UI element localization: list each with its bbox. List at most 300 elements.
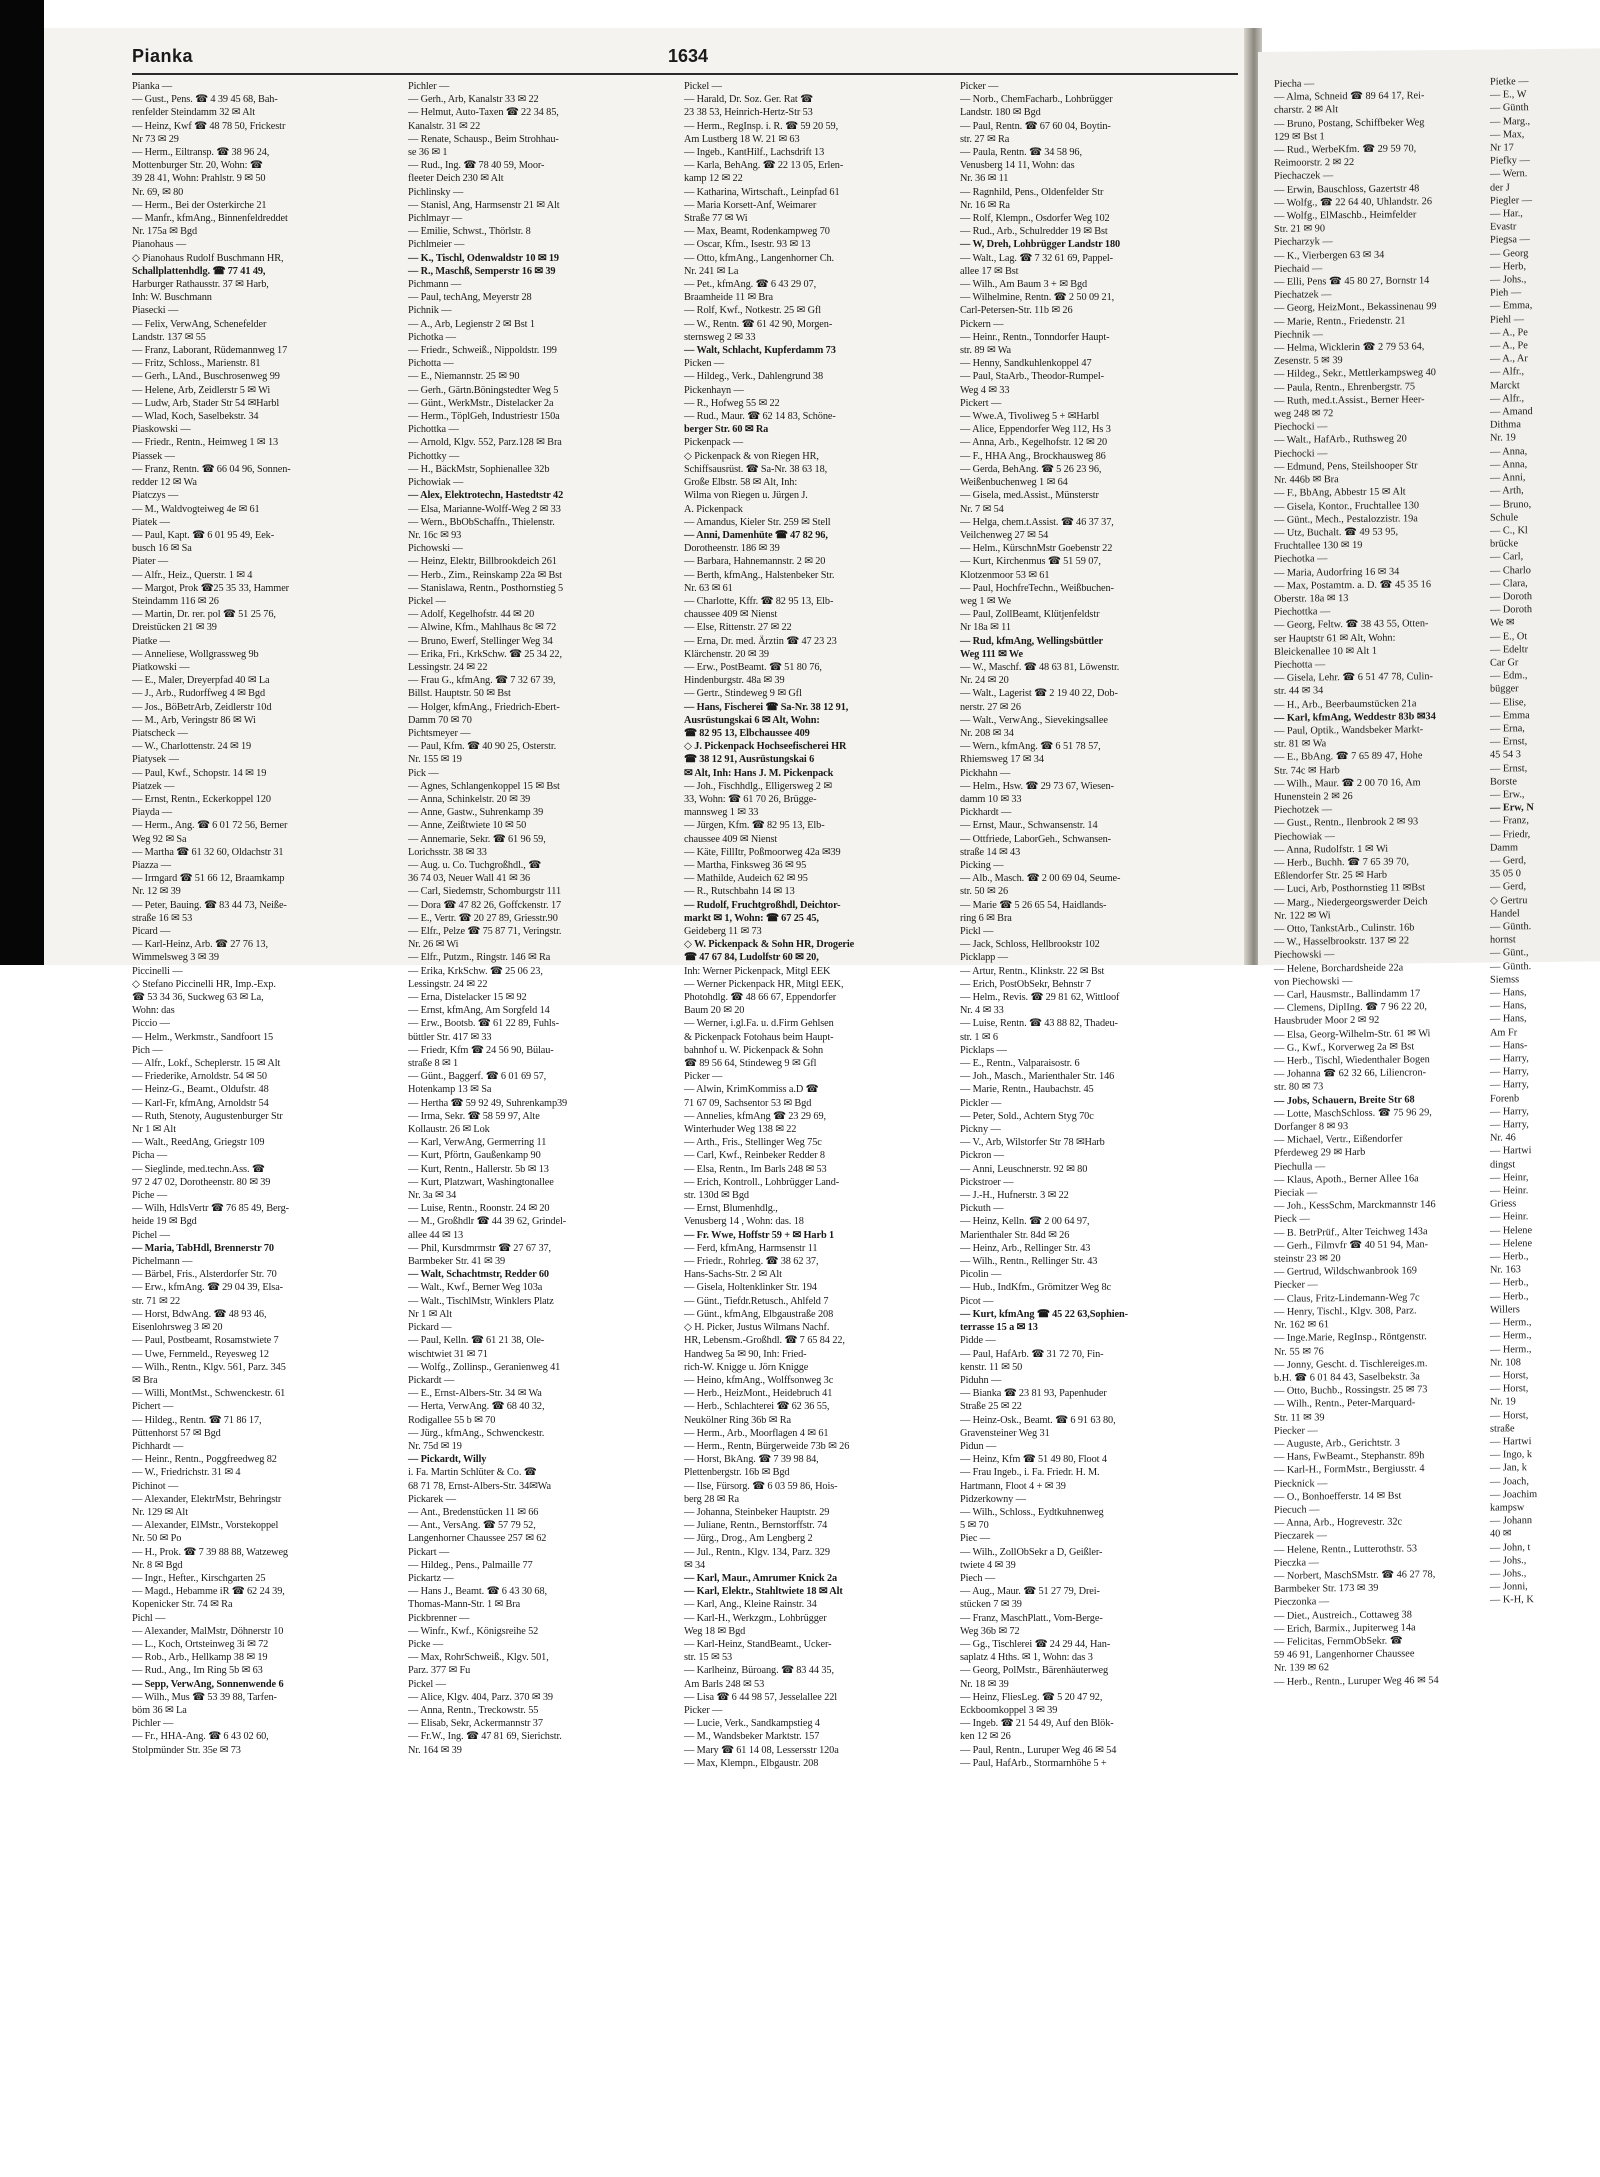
directory-entry: Lessingstr. 24 ✉ 22 (408, 661, 488, 673)
directory-entry: — Edeltr (1490, 643, 1529, 656)
directory-entry: Veilchenweg 27 ✉ 54 (960, 529, 1049, 541)
directory-entry: bahnhof u. W. Pickenpack & Sohn (684, 1044, 824, 1056)
directory-entry: — Alwin, KrimKommiss a.D ☎ (684, 1084, 819, 1096)
directory-entry: — Helene, Arb, Zeidlerstr 5 ✉ Wi (132, 384, 271, 396)
directory-entry: — Elfr., Pelze ☎ 75 87 71, Veringstr. (408, 926, 562, 937)
directory-entry: — Max, (1490, 129, 1525, 141)
directory-entry: Marienthaler Str. 84d ✉ 26 (960, 1229, 1070, 1241)
surname-heading: Piaskowski — (132, 424, 191, 436)
directory-entry: — Marg., (1490, 115, 1531, 128)
directory-entry: — Wilh., Maur. ☎ 2 00 70 16, Am (1274, 777, 1421, 790)
surname-heading: Pidde — (960, 1335, 996, 1347)
directory-entry: — Herb, (1490, 261, 1527, 273)
directory-entry: — Herb., Schlachterei ☎ 62 36 55, (684, 1401, 830, 1413)
directory-entry: — Katharina, Wirtschaft., Leinpfad 61 (684, 186, 840, 198)
directory-entry: — Karl, Ang., Kleine Rainstr. 34 (684, 1599, 817, 1611)
directory-entry: — Barbara, Hahnemannstr. 2 ✉ 20 (684, 556, 826, 568)
directory-entry: — Emma (1490, 709, 1530, 722)
directory-entry: Str. 74c ✉ Harb (1274, 764, 1340, 777)
surname-heading: Pidun — (960, 1440, 997, 1452)
directory-entry: Püttenhorst 57 ✉ Bgd (132, 1427, 221, 1439)
directory-entry: ☎ 89 56 64, Stindeweg 9 ✉ Gfl (684, 1058, 817, 1070)
directory-entry: — Johann (1490, 1515, 1533, 1527)
directory-entry: — Claus, Fritz-Lindemann-Weg 7c (1274, 1291, 1420, 1305)
directory-entry: — Anni, (1490, 472, 1526, 484)
directory-entry: — Wilh., Rentn., Rellinger Str. 43 (960, 1256, 1098, 1268)
surname-heading: Pich — (132, 1044, 163, 1056)
directory-entry: 40 ✉ (1490, 1528, 1512, 1540)
directory-entry: — Stanisl, Ang, Harmsenstr 21 ✉ Alt (408, 199, 560, 211)
directory-entry: Kollaustr. 26 ✉ Lok (408, 1124, 490, 1136)
directory-entry: — Ferd, kfmAng, Harmsenstr 11 (684, 1242, 818, 1254)
directory-entry: — Jonni, (1490, 1581, 1528, 1593)
directory-entry: — Franz, Laborant, Rüdemannweg 17 (132, 345, 288, 357)
directory-entry: — Ernst, (1490, 736, 1528, 748)
directory-entry: — W, Dreh, Lohbrügger Landstr 180 (960, 239, 1121, 251)
scan-border (0, 0, 44, 965)
directory-entry: 68 71 78, Ernst-Albers-Str. 34✉Wa (408, 1480, 551, 1492)
directory-entry: Damm (1490, 842, 1519, 854)
directory-entry: — Martin, Dr. rer. pol ☎ 51 25 76, (132, 609, 276, 621)
running-head-name: Pianka (132, 46, 194, 66)
directory-entry: — Alexander, MalMstr, Döhnerstr 10 (132, 1625, 284, 1637)
directory-entry: — Rud, kfmAng, Wellingsbüttler (960, 635, 1103, 647)
directory-entry: Winterhuder Weg 138 ✉ 22 (684, 1124, 797, 1136)
directory-entry: Lessingstr. 24 ✉ 22 (408, 978, 488, 990)
directory-entry: — Hertha ☎ 59 92 49, Suhrenkamp39 (408, 1097, 568, 1109)
directory-entry: Schule (1490, 511, 1519, 524)
directory-entry: Pferdeweg 29 ✉ Harb (1274, 1147, 1366, 1160)
directory-entry: — W., Hasselbrookstr. 137 ✉ 22 (1274, 935, 1410, 949)
directory-entry: Hausbruder Moor 2 ✉ 92 (1274, 1015, 1380, 1028)
directory-entry: — Hildeg., Pens., Palmaille 77 (408, 1559, 533, 1571)
directory-entry: Kopenicker Str. 74 ✉ Ra (132, 1599, 233, 1611)
directory-entry: Nr. 8 ✉ Bgd (132, 1559, 183, 1571)
directory-entry: — Elsa, Rentn., Im Barls 248 ✉ 53 (684, 1163, 827, 1175)
directory-entry: Barmbeker Str. 41 ✉ 39 (408, 1256, 506, 1268)
surname-heading: Pichler — (132, 1718, 174, 1730)
surname-heading: Piatczys — (132, 490, 179, 502)
directory-entry: — Inge.Marie, RegInsp., Röntgenstr. (1274, 1331, 1427, 1345)
directory-entry: — Ingo, k (1490, 1449, 1533, 1461)
directory-entry: — Har., (1490, 208, 1523, 220)
directory-entry: — Anna, (1490, 459, 1528, 471)
directory-entry: — Pet., kfmAng. ☎ 6 43 29 07, (684, 279, 817, 291)
directory-entry: — Michael, Vertr., Eißendorfer (1274, 1133, 1403, 1147)
directory-entry: — Wilh., Am Baum 3 + ✉ Bgd (960, 279, 1088, 291)
directory-entry: — Anna, Rentn., Treckowstr. 55 (408, 1704, 539, 1716)
directory-entry: — Fr.W., Ing. ☎ 47 81 69, Sierichstr. (408, 1731, 562, 1743)
directory-entry: Car Gr (1490, 657, 1519, 669)
directory-entry: — K., Tischl, Odenwaldstr 10 ✉ 19 (408, 252, 559, 264)
directory-entry: — Fr., HHA-Ang. ☎ 6 43 02 60, (132, 1731, 269, 1743)
right-page-fragment (1258, 48, 1600, 1688)
directory-entry: — Bianka ☎ 23 81 93, Papenhuder (960, 1388, 1107, 1400)
directory-entry: — Günt., Tiefdr.Retusch., Ahlfeld 7 (684, 1295, 829, 1307)
directory-entry: — Heinz, Arb., Rellinger Str. 43 (960, 1242, 1091, 1254)
surname-heading: Piehl — (1490, 313, 1525, 326)
directory-entry: Nr. 46 (1490, 1132, 1516, 1144)
surname-heading: Pianohaus — (132, 239, 187, 251)
directory-entry: — K., Vierbergen 63 ✉ 34 (1274, 249, 1385, 262)
directory-entry: — Harry, (1490, 1119, 1529, 1131)
directory-entry: — Elisab, Sekr, Ackermannstr 37 (408, 1718, 543, 1730)
directory-entry: — R., Maschß, Semperstr 16 ✉ 39 (408, 265, 556, 277)
surname-heading: Piater — (132, 556, 169, 568)
directory-column-4 (960, 80, 1224, 1769)
directory-entry: nerstr. 27 ✉ 26 (960, 701, 1021, 713)
directory-entry: — Rud., Ing. ☎ 78 40 59, Moor- (408, 160, 545, 172)
directory-entry: — Marg., Niedergeorgswerder Deich (1274, 895, 1428, 909)
directory-entry: — Erika, KrkSchw. ☎ 25 06 23, (408, 965, 543, 977)
directory-entry: — Gerda, BehAng. ☎ 5 26 23 96, (960, 463, 1102, 475)
directory-entry: — Karlheinz, Büroang. ☎ 83 44 35, (684, 1665, 834, 1677)
directory-entry: — Helm., Revis. ☎ 29 81 62, Wittloof (960, 992, 1120, 1004)
directory-entry: damm 10 ✉ 33 (960, 793, 1022, 805)
surname-heading: Pickbrenner — (408, 1612, 470, 1624)
directory-entry: Baum 20 ✉ 20 (684, 1005, 745, 1017)
directory-entry: — Jul., Rentn., Klgv. 134, Parz. 329 (684, 1546, 830, 1558)
directory-entry: Nr. 208 ✉ 34 (960, 727, 1014, 739)
directory-entry: — Herb., (1490, 1251, 1529, 1263)
directory-entry: Nr. 3a ✉ 34 (408, 1190, 457, 1202)
directory-entry: — Otto, kfmAng., Langenhorner Ch. (684, 252, 834, 264)
directory-entry: — Alice, Klgv. 404, Parz. 370 ✉ 39 (408, 1691, 553, 1703)
directory-entry: — Holger, kfmAng., Friedrich-Ebert- (408, 701, 560, 713)
directory-entry: ✉ Alt, Inh: Hans J. M. Pickenpack (684, 767, 834, 779)
directory-entry: Weg 92 ✉ Sa (132, 833, 187, 845)
directory-entry: Straße 77 ✉ Wi (684, 213, 748, 225)
directory-entry: — Jobs, Schauern, Breite Str 68 (1274, 1094, 1415, 1107)
directory-entry: We ✉ (1490, 617, 1515, 629)
directory-entry: — B. BetrPrüf., Alter Teichweg 143a (1274, 1225, 1428, 1239)
surname-heading: Pickny — (960, 1124, 1001, 1136)
directory-entry: — Alfr., Lokf., Scheplerstr. 15 ✉ Alt (132, 1058, 281, 1070)
directory-entry: — Anna, Schinkelstr. 20 ✉ 39 (408, 793, 531, 805)
surname-heading: Piccinelli — (132, 965, 183, 977)
directory-entry: Kanalstr. 31 ✉ 22 (408, 120, 481, 132)
directory-entry: kampsw (1490, 1502, 1525, 1514)
directory-entry: — J.-H., Hufnerstr. 3 ✉ 22 (960, 1190, 1069, 1202)
directory-entry: ✉ Bra (132, 1374, 158, 1386)
surname-heading: Picard — (132, 926, 171, 937)
directory-entry: Nr. 24 ✉ 20 (960, 675, 1009, 687)
directory-entry: — Rud., Arb., Schulredder 19 ✉ Bst (960, 226, 1108, 238)
directory-entry: twiete 4 ✉ 39 (960, 1559, 1016, 1571)
directory-entry: — Hildeg., Verk., Dahlengrund 38 (684, 371, 824, 383)
surname-heading: Piatek — (132, 516, 170, 528)
directory-entry: — W., Rentn. ☎ 61 42 90, Morgen- (684, 318, 833, 330)
surname-heading: Piecharzyk — (1274, 236, 1333, 249)
directory-entry: Wilma von Riegen u. Jürgen J. (684, 490, 808, 502)
surname-heading: Picker — (684, 1071, 723, 1083)
directory-entry: — Max, Beamt, Rodenkampweg 70 (684, 226, 830, 238)
directory-entry: — Anni, Damenhüte ☎ 47 82 96, (684, 529, 828, 541)
directory-entry: 97 2 47 02, Dorotheenstr. 80 ✉ 39 (132, 1176, 271, 1188)
directory-entry: — Luise, Rentn., Roonstr. 24 ✉ 20 (408, 1203, 550, 1215)
directory-entry: — H., Arb., Beerbaumstücken 21a (1274, 697, 1417, 711)
directory-entry: — Uwe, Fernmeld., Reyesweg 12 (132, 1348, 269, 1360)
surname-heading: Picolin — (960, 1269, 1002, 1281)
directory-entry: — Annelies, kfmAng ☎ 23 29 69, (684, 1110, 826, 1122)
surname-heading: Pickel — (408, 595, 446, 607)
surname-heading: Pickert — (960, 397, 1002, 409)
directory-entry: — O., Bonhoefferstr. 14 ✉ Bst (1274, 1490, 1402, 1503)
directory-entry: — Friederike, Arnoldstr. 54 ✉ 50 (132, 1071, 267, 1083)
directory-entry: Landstr. 137 ✉ 55 (132, 331, 206, 343)
directory-entry: — Alma, Schneid ☎ 89 64 17, Rei- (1274, 90, 1425, 104)
directory-entry: — Elli, Pens ☎ 45 80 27, Bornstr 14 (1274, 275, 1430, 288)
directory-entry: — Karl-H., FormMstr., Bergiusstr. 4 (1274, 1463, 1425, 1477)
directory-entry: — Karla, BehAng. ☎ 22 13 05, Erlen- (684, 160, 844, 172)
directory-entry: — Horst, (1490, 1383, 1529, 1395)
directory-entry: — Erich, Barmix., Jupiterweg 14a (1274, 1622, 1416, 1635)
directory-entry: — Werner Pickenpack HR, Mitgl EEK, (684, 978, 844, 990)
directory-entry: — Franz, Rentn. ☎ 66 04 96, Sonnen- (132, 463, 291, 475)
surname-heading: Piccio — (132, 1018, 170, 1030)
surname-heading: Pidzerkowny — (960, 1493, 1026, 1505)
directory-entry: Oberstr. 18a ✉ 13 (1274, 592, 1349, 605)
directory-entry: — Jonny, Gescht. d. Tischlereiges.m. (1274, 1357, 1428, 1371)
directory-entry: — Jürgen, Kfm. ☎ 82 95 13, Elb- (684, 820, 825, 832)
directory-entry: — Horst, BdwAng. ☎ 48 93 46, (132, 1308, 267, 1320)
directory-entry: Nr. 155 ✉ 19 (408, 754, 462, 766)
directory-entry: — Horst, (1490, 1409, 1529, 1422)
directory-entry: 45 54 3 (1490, 749, 1521, 761)
directory-entry: brücke (1490, 538, 1519, 550)
directory-entry: — Frau Ingeb., i. Fa. Friedr. H. M. (960, 1467, 1100, 1479)
directory-entry: — Diet., Austreich., Cottaweg 38 (1274, 1608, 1412, 1622)
surname-heading: Pickenpack — (684, 437, 744, 449)
directory-entry: Rodigallee 55 b ✉ 70 (408, 1414, 496, 1426)
directory-entry: Zesenstr. 5 ✉ 39 (1274, 355, 1343, 368)
surname-heading: Pichhardt — (132, 1440, 184, 1452)
surname-heading: Picot — (960, 1295, 994, 1307)
directory-entry: Nr 73 ✉ 29 (132, 133, 179, 145)
directory-entry: — Günt., Mech., Pestalozzistr. 19a (1274, 513, 1418, 526)
directory-entry: 36 74 03, Neuer Wall 41 ✉ 36 (408, 873, 531, 885)
directory-entry: mannsweg 1 ✉ 33 (684, 807, 759, 819)
directory-entry: — Jos., BöBetrArb, Zeidlerstr 10d (132, 701, 272, 713)
directory-entry: Nr. 129 ✉ Alt (132, 1506, 188, 1518)
directory-entry: — Irma, Sekr. ☎ 58 59 97, Alte (408, 1110, 540, 1122)
surname-heading: Pickhardt — (960, 807, 1012, 819)
directory-entry: — Henny, Sandkuhlenkoppel 47 (960, 358, 1092, 370)
directory-entry: — Erika, Fri., KrkSchw. ☎ 25 34 22, (408, 648, 562, 660)
directory-entry: — Gust., Rentn., Ilenbrook 2 ✉ 93 (1274, 816, 1419, 830)
directory-entry: — Heinz, Elektr, Billbrookdeich 261 (408, 556, 557, 568)
directory-entry: — A., Ar (1490, 353, 1528, 365)
directory-entry: — Horst, (1490, 1370, 1529, 1382)
directory-entry: berg 28 ✉ Ra (684, 1493, 739, 1505)
directory-entry: Str. 21 ✉ 90 (1274, 223, 1325, 236)
directory-entry: — Kurt, kfmAng ☎ 45 22 63,Sophien- (960, 1308, 1128, 1320)
directory-entry: — Alfr., Heiz., Querstr. 1 ✉ 4 (132, 569, 253, 581)
directory-entry: kamp 12 ✉ 22 (684, 173, 743, 185)
directory-entry: — Hub., IndKfm., Grömitzer Weg 8c (960, 1282, 1111, 1294)
directory-entry: — Käte, FillItr, Poßmoorweg 42a ✉39 (684, 846, 841, 858)
directory-entry: — Harry, (1490, 1053, 1529, 1065)
directory-entry: kenstr. 11 ✉ 50 (960, 1361, 1023, 1373)
directory-entry: — A., Pe (1490, 327, 1528, 339)
surname-heading: Pieciak — (1274, 1187, 1318, 1199)
directory-entry: berger Str. 60 ✉ Ra (684, 424, 769, 436)
directory-entry: — Clemens, DiplIng. ☎ 7 96 22 20, (1274, 1001, 1427, 1015)
directory-entry: Nr. 162 ✉ 61 (1274, 1319, 1329, 1331)
directory-entry: Langenhorner Chaussee 257 ✉ 62 (408, 1533, 547, 1545)
directory-entry: — Günt., (1490, 947, 1529, 959)
directory-entry: — Alexander, ElektrMstr, Behringstr (132, 1493, 282, 1505)
directory-entry: — Herb., HeizMont., Heidebruch 41 (684, 1388, 833, 1400)
directory-entry: Inh: W. Buschmann (132, 292, 212, 304)
directory-entry: renfelder Steindamm 32 ✉ Alt (132, 107, 256, 119)
directory-entry: Dorfanger 8 ✉ 93 (1274, 1121, 1349, 1133)
directory-entry: — Herta, VerwAng. ☎ 68 40 32, (408, 1401, 545, 1413)
directory-entry: — Carl, (1490, 551, 1524, 563)
directory-entry: — Gust., Pens. ☎ 4 39 45 68, Bah- (132, 94, 278, 106)
surname-heading: Piechowiak — (1274, 830, 1335, 843)
directory-entry: — A., Pe (1490, 340, 1528, 352)
directory-entry: — Anna, (1490, 445, 1528, 458)
directory-entry: — Auguste, Arb., Gerichtstr. 3 (1274, 1437, 1400, 1450)
directory-entry: — Hans, FwBeamt., Stephanstr. 89h (1274, 1450, 1425, 1463)
directory-entry: — Rud., Maur. ☎ 62 14 83, Schöne- (684, 411, 836, 423)
directory-entry: — Gg., Tischlerei ☎ 24 29 44, Han- (960, 1638, 1111, 1650)
directory-entry: ken 12 ✉ 26 (960, 1731, 1011, 1743)
directory-entry: — Karl, kfmAng, Weddestr 83b ✉34 (1274, 710, 1436, 724)
directory-entry: — Paula, Rentn. ☎ 34 58 96, (960, 147, 1082, 159)
directory-entry: — Pickardt, Willy (408, 1454, 487, 1466)
directory-entry: — Walt., HafArb., Ruthsweg 20 (1274, 433, 1407, 447)
surname-heading: Piche — (132, 1190, 168, 1202)
directory-entry: — Georg, PolMstr., Bärenhäuterweg (960, 1665, 1109, 1677)
surname-heading: Piatke — (132, 635, 170, 647)
surname-heading: Piatysek — (132, 754, 179, 766)
directory-entry: — Helmut, Auto-Taxen ☎ 22 34 85, (408, 107, 559, 119)
directory-entry: — Joh., Masch., Marienthaler Str. 146 (960, 1071, 1115, 1083)
directory-entry: Stolpmünder Str. 35e ✉ 73 (132, 1744, 241, 1756)
directory-entry: — F., BbAng, Abbestr 15 ✉ Alt (1274, 486, 1406, 500)
directory-entry: — Luise, Rentn. ☎ 43 88 82, Thadeu- (960, 1018, 1118, 1030)
directory-entry: — Paul, Rentn. ☎ 67 60 04, Boytin- (960, 120, 1111, 132)
directory-entry: Braamheide 11 ✉ Bra (684, 292, 773, 304)
directory-entry: — Utz, Buchalt. ☎ 49 53 95, (1274, 526, 1399, 539)
directory-entry: — Günt., kfmAng, Elbgaustraße 208 (684, 1308, 834, 1320)
directory-entry: — Willi, MontMst., Schwenckestr. 61 (132, 1388, 286, 1400)
directory-entry: — Paul, Kwf., Schopstr. 14 ✉ 19 (132, 767, 267, 779)
directory-entry: — Herm., RegInsp. i. R. ☎ 59 20 59, (684, 120, 839, 132)
directory-entry: ☎ 53 34 36, Suckweg 63 ✉ La, (132, 992, 264, 1004)
directory-entry: — Edm., (1490, 670, 1528, 682)
surname-heading: Piechocki — (1274, 421, 1328, 434)
directory-entry: — Marie, Rentn., Friedenstr. 21 (1274, 315, 1406, 328)
directory-entry: Nr. 241 ✉ La (684, 265, 739, 277)
directory-entry: Nr. 139 ✉ 62 (1274, 1662, 1329, 1675)
directory-entry: — Georg, HeizMont., Bekassinenau 99 (1274, 301, 1437, 315)
directory-entry: Geideberg 11 ✉ 73 (684, 926, 762, 937)
directory-entry: 35 05 0 (1490, 868, 1521, 880)
directory-entry: Nr. 7 ✉ 54 (960, 503, 1004, 515)
surname-heading: Pichottky — (408, 450, 460, 462)
directory-entry: — Carl, Siedemstr, Schomburgstr 111 (408, 886, 562, 898)
surname-heading: Pieczarek — (1274, 1530, 1327, 1543)
directory-entry: Nr. 19 (1490, 432, 1516, 445)
directory-entry: — Kurt, Platzwart, Washingtonallee (408, 1176, 554, 1188)
directory-entry: Venusberg 14 11, Wohn: das (960, 160, 1075, 172)
directory-entry: Eisenlohrsweg 3 ✉ 20 (132, 1322, 223, 1334)
directory-entry: i. Fa. Martin Schlüter & Co. ☎ (408, 1467, 537, 1479)
directory-entry: 39 28 41, Wohn: Prahlstr. 9 ✉ 50 (132, 173, 266, 185)
directory-entry: Neukölner Ring 36b ✉ Ra (684, 1414, 791, 1426)
directory-entry: — Aug., Maur. ☎ 51 27 79, Drei- (960, 1586, 1100, 1598)
directory-entry: Str. 11 ✉ 39 (1274, 1411, 1325, 1424)
directory-entry: str. 89 ✉ Wa (960, 345, 1012, 357)
directory-entry: — Karl-Heinz, Arb. ☎ 27 76 13, (132, 939, 268, 951)
directory-entry: Nr. 122 ✉ Wi (1274, 910, 1331, 922)
directory-entry: — Erwin, Bauschloss, Gazertstr 48 (1274, 182, 1420, 196)
directory-entry: — Walt, Schlacht, Kupferdamm 73 (684, 345, 836, 357)
directory-entry: — Heinz, Kwf ☎ 48 78 50, Frickestr (132, 120, 286, 132)
directory-entry: — Charlotte, Kffr. ☎ 82 95 13, Elb- (684, 595, 834, 607)
directory-entry: — Heinz, FliesLeg. ☎ 5 20 47 92, (960, 1691, 1103, 1703)
surname-heading: Pickartz — (408, 1572, 454, 1584)
directory-entry: Nr 1 ✉ Alt (132, 1124, 176, 1136)
surname-heading: Piazza — (132, 859, 171, 871)
directory-entry: Bleickenallee 10 ✉ Alt 1 (1274, 645, 1377, 658)
directory-entry: Klärchenstr. 20 ✉ 39 (684, 648, 769, 660)
surname-heading: Piatscheck — (132, 727, 188, 739)
directory-entry: Carl-Petersen-Str. 11b ✉ 26 (960, 305, 1073, 317)
directory-entry: — Heinz, Kfm ☎ 51 49 80, Floot 4 (960, 1454, 1107, 1466)
directory-entry: — Peter, Sold., Achtern Styg 70c (960, 1110, 1094, 1122)
directory-entry: Forenb (1490, 1092, 1520, 1105)
directory-entry: — Kurt, Rentn., Hallerstr. 5b ✉ 13 (408, 1163, 549, 1175)
directory-entry: — Paul, Optik., Wandsbeker Markt- (1274, 724, 1424, 737)
directory-column-2 (408, 80, 672, 1756)
directory-entry: — Joach, (1490, 1475, 1529, 1488)
directory-entry: — Bärbel, Fris., Alsterdorfer Str. 70 (132, 1269, 277, 1281)
directory-entry: Evastr (1490, 221, 1517, 233)
directory-entry: — Emma, (1490, 300, 1533, 313)
directory-entry: Borste (1490, 776, 1517, 788)
directory-entry: b.H. ☎ 6 01 84 43, Saselbekstr. 3a (1274, 1371, 1420, 1384)
directory-entry: — Helga, chem.t.Assist. ☎ 46 37 37, (960, 516, 1114, 528)
directory-entry: — Herm., TöplGeh, Industriestr 150a (408, 411, 560, 423)
directory-entry: Klotzenmoor 53 ✉ 61 (960, 569, 1050, 581)
directory-entry: — Günt., WerkMstr., Distelacker 2a (408, 397, 554, 409)
directory-entry: — Günth (1490, 102, 1529, 114)
directory-entry: Lorichsstr. 38 ✉ 33 (408, 846, 487, 858)
surname-heading: Piechocki — (1274, 447, 1328, 460)
directory-entry: Nr. 163 (1490, 1264, 1521, 1276)
directory-entry: — Maria, Audorfring 16 ✉ 34 (1274, 566, 1400, 579)
directory-entry: — Erw., PostBeamt. ☎ 51 80 76, (684, 661, 822, 673)
directory-entry: Nr. 12 ✉ 39 (132, 886, 181, 898)
directory-entry: — Jack, Schloss, Hellbrookstr 102 (960, 939, 1100, 951)
surname-heading: Pichlmeier — (408, 239, 465, 251)
directory-entry: — Heinr., Rentn., Poggfreedweg 82 (132, 1454, 277, 1466)
directory-entry: — Günth. (1490, 960, 1532, 973)
directory-entry: redder 12 ✉ Wa (132, 477, 197, 489)
directory-entry: — Anne, Gastw., Suhrenkamp 39 (408, 807, 544, 819)
directory-entry: — Lotte, MaschSchloss. ☎ 75 96 29, (1274, 1107, 1432, 1120)
directory-entry: — Gisela, Kontor., Fruchtallee 130 (1274, 499, 1419, 513)
directory-entry: Thomas-Mann-Str. 1 ✉ Bra (408, 1599, 521, 1611)
directory-entry: — Alb., Masch. ☎ 2 00 69 04, Seume- (960, 873, 1121, 885)
directory-entry: — Harry, (1490, 1079, 1529, 1092)
directory-entry: — J., Arb., Rudorffweg 4 ✉ Bgd (132, 688, 266, 700)
directory-entry: 59 46 91, Langenhorner Chaussee (1274, 1648, 1415, 1662)
